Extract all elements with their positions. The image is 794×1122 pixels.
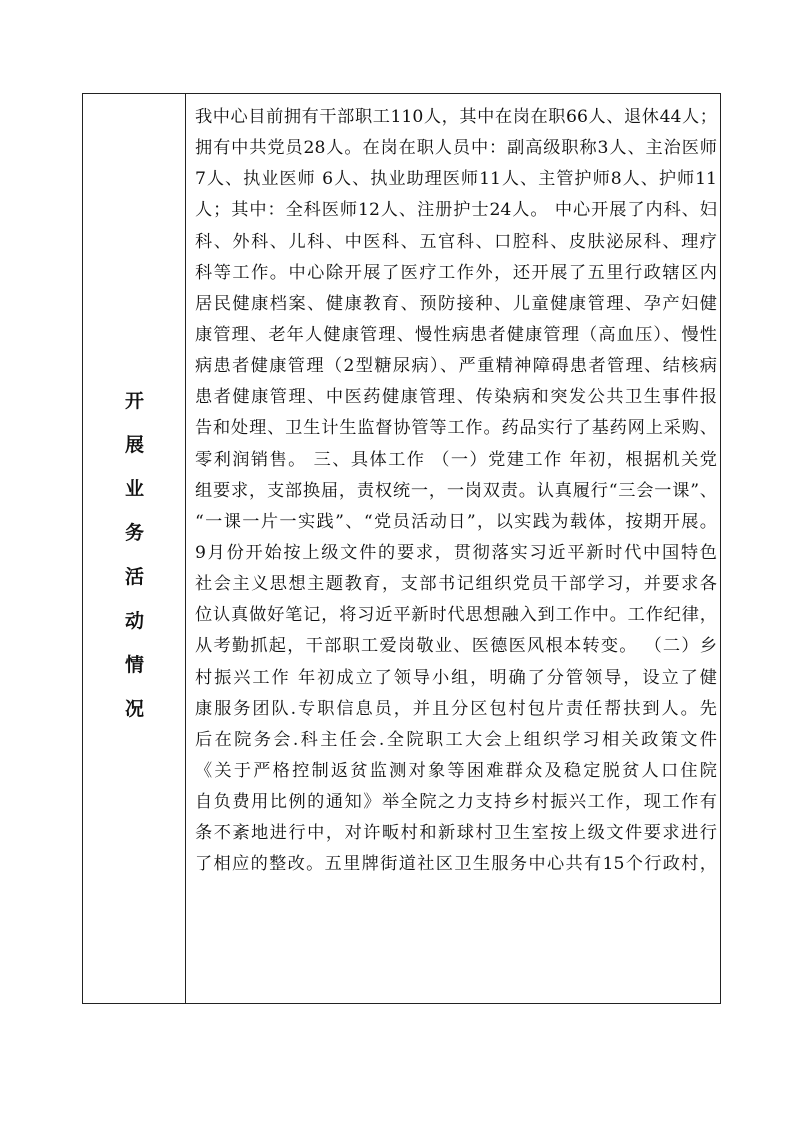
label-char: 展 xyxy=(124,434,144,456)
text-line: 组要求，支部换届，责权统一，一岗双责。认真履行“三会一课”、 xyxy=(195,480,717,501)
text-line: 患者健康管理、中医药健康管理、传染病和突发公共卫生事件报 xyxy=(195,387,717,408)
text-line: 自负费用比例的通知》举全院之力支持乡村振兴工作，现工作有 xyxy=(195,792,717,813)
text-line: 后在院务会.科主任会.全院职工大会上组织学习相关政策文件 xyxy=(195,729,717,750)
label-char: 务 xyxy=(124,522,144,544)
text-line: 7人、执业医师 6人、执业助理医师11人、主管护师8人、护师11 xyxy=(195,169,717,190)
text-line: 居民健康档案、健康教育、预防接种、儿童健康管理、孕产妇健 xyxy=(195,293,717,314)
text-line: 位认真做好笔记，将习近平新时代思想融入到工作中。工作纪律， xyxy=(195,605,717,626)
text-line: 拥有中共党员28人。在岗在职人员中：副高级职称3人、主治医师 xyxy=(195,138,717,159)
text-line: 科等工作。中心除开展了医疗工作外，还开展了五里行政辖区内 xyxy=(195,262,717,283)
text-line: 科、外科、儿科、中医科、五官科、口腔科、皮肤泌尿科、理疗 xyxy=(195,231,717,252)
text-line: 《关于严格控制返贫监测对象等困难群众及稳定脱贫人口住院 xyxy=(195,760,717,781)
text-line: 条不紊地进行中，对许畈村和新球村卫生室按上级文件要求进行 xyxy=(195,823,717,844)
row-label-cell xyxy=(83,94,186,1003)
row-label-activities xyxy=(83,392,186,744)
text-line: 告和处理、卫生计生监督协管等工作。药品实行了基药网上采购、 xyxy=(195,418,717,439)
text-line: 从考勤抓起，干部职工爱岗敬业、医德医风根本转变。 （二）乡 xyxy=(195,636,717,657)
content-cell xyxy=(186,94,720,1003)
text-line: 人；其中：全科医师12人、注册护士24人。 中心开展了内科、妇 xyxy=(195,200,717,221)
label-char: 业 xyxy=(124,478,144,500)
text-line: 病患者健康管理（2型糖尿病）、严重精神障碍患者管理、结核病 xyxy=(195,356,717,377)
text-line: “一课一片一实践”、“党员活动日”，以实践为载体，按期开展。 xyxy=(195,511,717,532)
text-line: 社会主义思想主题教育，支部书记组织党员干部学习，并要求各 xyxy=(195,574,717,595)
label-char: 活 xyxy=(124,566,144,588)
label-char: 情 xyxy=(124,654,144,676)
label-char: 开 xyxy=(124,390,144,412)
text-line: 9月份开始按上级文件的要求，贯彻落实习近平新时代中国特色 xyxy=(195,542,717,563)
text-line: 了相应的整改。五里牌街道社区卫生服务中心共有15个行政村， xyxy=(195,854,717,875)
text-line: 康服务团队.专职信息员，并且分区包村包片责任帮扶到人。先 xyxy=(195,698,717,719)
text-line: 零利润销售。 三、具体工作 （一）党建工作 年初，根据机关党 xyxy=(195,449,717,470)
text-line: 我中心目前拥有干部职工110人，其中在岗在职66人、退休44人； xyxy=(195,107,717,127)
label-char: 况 xyxy=(124,698,144,720)
label-char: 动 xyxy=(124,610,144,632)
text-line: 康管理、老年人健康管理、慢性病患者健康管理（高血压）、慢性 xyxy=(195,324,717,345)
activity-table xyxy=(82,93,721,1004)
text-line: 村振兴工作 年初成立了领导小组，明确了分管领导，设立了健 xyxy=(195,667,717,688)
content-body xyxy=(195,102,717,881)
